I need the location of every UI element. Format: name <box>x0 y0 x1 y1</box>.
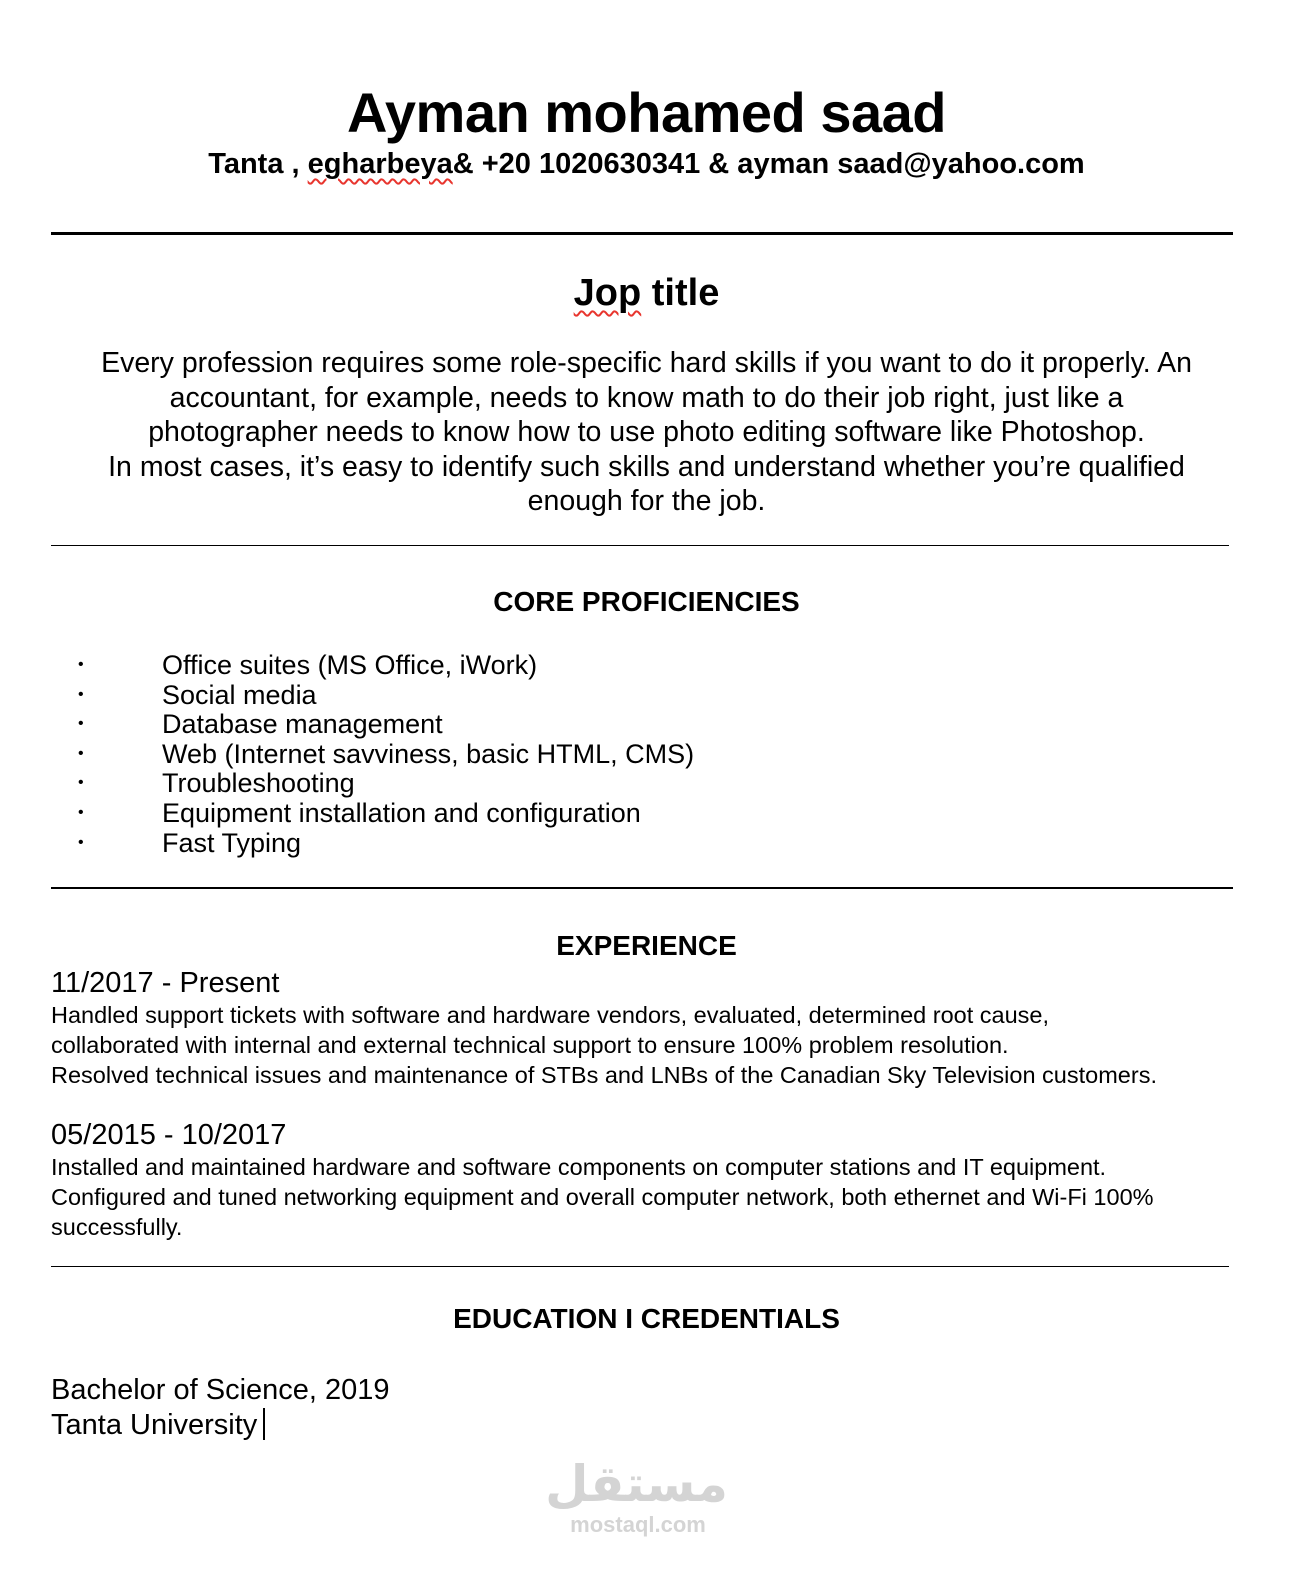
proficiency-label: Database management <box>162 709 443 740</box>
contact-region-misspelled: egharbeya <box>307 148 453 180</box>
proficiency-label: Web (Internet savviness, basic HTML, CMS) <box>162 738 695 769</box>
list-item <box>78 829 694 859</box>
summary-line: photographer needs to know how to use photo editing software like Photoshop. <box>148 416 1145 448</box>
watermark <box>545 1455 728 1537</box>
contact-line <box>0 148 1293 181</box>
proficiency-label: Fast Typing <box>162 827 302 858</box>
core-proficiencies-heading: CORE PROFICIENCIES <box>493 586 800 617</box>
job-title-misspelled-word: Jop <box>573 272 642 314</box>
proficiency-label: Equipment installation and configuration <box>162 797 641 828</box>
experience-description-line: Installed and maintained hardware and software components on computer stations and IT equipment. <box>51 1154 1107 1180</box>
contact-phone-email: & +20 1020630341 & ayman saad@yahoo.com <box>452 148 1085 180</box>
list-item <box>78 799 694 829</box>
list-item <box>78 740 694 770</box>
list-item <box>78 769 694 799</box>
summary-paragraph <box>60 346 1233 519</box>
bullet-icon: • <box>78 774 84 792</box>
experience-description-line: Handled support tickets with software and hardware vendors, evaluated, determined root cause, <box>51 1002 1050 1028</box>
experience-dates: 05/2015 - 10/2017 <box>51 1119 287 1151</box>
education-school-line <box>51 1408 390 1443</box>
bullet-icon: • <box>78 804 84 822</box>
contact-city: Tanta , <box>208 148 308 180</box>
job-title <box>0 272 1293 315</box>
header-divider <box>51 232 1233 235</box>
education-school: Tanta University <box>51 1409 258 1441</box>
experience-description-line: successfully. <box>51 1214 183 1240</box>
proficiency-list <box>78 651 694 858</box>
summary-line: accountant, for example, needs to know math to do their job right, just like a <box>169 381 1124 414</box>
experience-heading: EXPERIENCE <box>556 930 737 961</box>
list-item <box>78 651 694 681</box>
summary-line: In most cases, it’s easy to identify such skills and understand whether you’re qualified <box>108 450 1185 483</box>
experience-description-line: Configured and tuned networking equipment and overall computer network, both ethernet and Wi-Fi 100% <box>51 1184 1154 1210</box>
experience-entry <box>51 1118 1154 1242</box>
experience-entry <box>51 966 1157 1090</box>
proficiency-label: Social media <box>162 679 317 710</box>
bullet-icon: • <box>78 833 84 851</box>
watermark-logo: مستقل <box>545 1455 728 1513</box>
summary-divider <box>51 545 1229 546</box>
experience-divider <box>51 1266 1229 1267</box>
proficiencies-divider <box>51 887 1233 889</box>
candidate-name: Ayman mohamed saad <box>347 81 946 144</box>
job-title-rest: title <box>641 272 720 314</box>
proficiency-label: Troubleshooting <box>162 768 355 799</box>
summary-divider-text <box>51 515 52 516</box>
text-cursor-icon <box>263 1408 265 1440</box>
education-degree: Bachelor of Science, 2019 <box>51 1374 390 1406</box>
proficiency-label: Office suites (MS Office, iWork) <box>162 650 538 680</box>
experience-description-line: collaborated with internal and external technical support to ensure 100% problem resolution. <box>51 1032 1009 1058</box>
summary-line: Every profession requires some role-specific hard skills if you want to do it properly. An <box>101 347 1192 379</box>
education-heading: EDUCATION I CREDENTIALS <box>453 1303 840 1334</box>
experience-dates: 11/2017 - Present <box>51 967 280 999</box>
list-item <box>78 681 694 711</box>
bullet-icon: • <box>78 744 84 762</box>
education-entry <box>51 1373 390 1443</box>
bullet-icon: • <box>78 656 84 674</box>
watermark-url: mostaql.com <box>570 1512 706 1537</box>
bullet-icon: • <box>78 715 84 733</box>
bullet-icon: • <box>78 685 84 703</box>
list-item <box>78 710 694 740</box>
experience-description-line: Resolved technical issues and maintenance of STBs and LNBs of the Canadian Sky Television customers. <box>51 1062 1157 1088</box>
summary-line: enough for the job. <box>527 485 766 517</box>
